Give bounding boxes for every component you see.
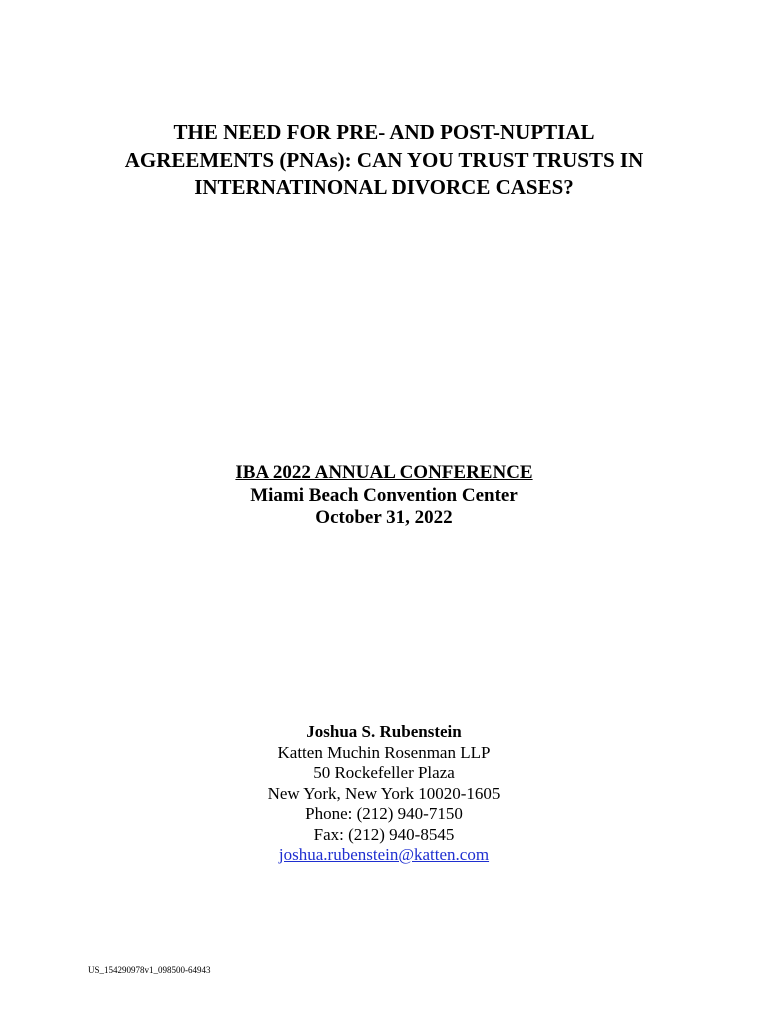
conference-venue: Miami Beach Convention Center: [250, 484, 518, 506]
title-line-3: INTERNATINONAL DIVORCE CASES?: [194, 175, 574, 199]
conference-date: October 31, 2022: [315, 507, 453, 528]
title-line-2: AGREEMENTS (PNAs): CAN YOU TRUST TRUSTS IN: [124, 147, 644, 172]
conference-block: [84, 462, 684, 530]
author-address-line-1: 50 Rockefeller Plaza: [313, 763, 455, 782]
title-line-1: THE NEED FOR PRE- AND POST-NUPTIAL: [173, 120, 595, 144]
author-fax: Fax: (212) 940-8545: [313, 824, 455, 844]
author-address-line-2: New York, New York 10020-1605: [267, 783, 501, 803]
author-email-link[interactable]: joshua.rubenstein@katten.com: [278, 845, 490, 864]
document-id: US_154290978v1_098500-64943: [88, 965, 211, 975]
author-firm: Katten Muchin Rosenman LLP: [277, 742, 491, 762]
author-block: [84, 722, 684, 866]
author-email-row: [84, 845, 684, 866]
document-title: [60, 119, 708, 202]
author-phone: Phone: (212) 940-7150: [305, 804, 463, 823]
author-name: Joshua S. Rubenstein: [306, 722, 462, 741]
conference-name: IBA 2022 ANNUAL CONFERENCE: [235, 462, 533, 483]
